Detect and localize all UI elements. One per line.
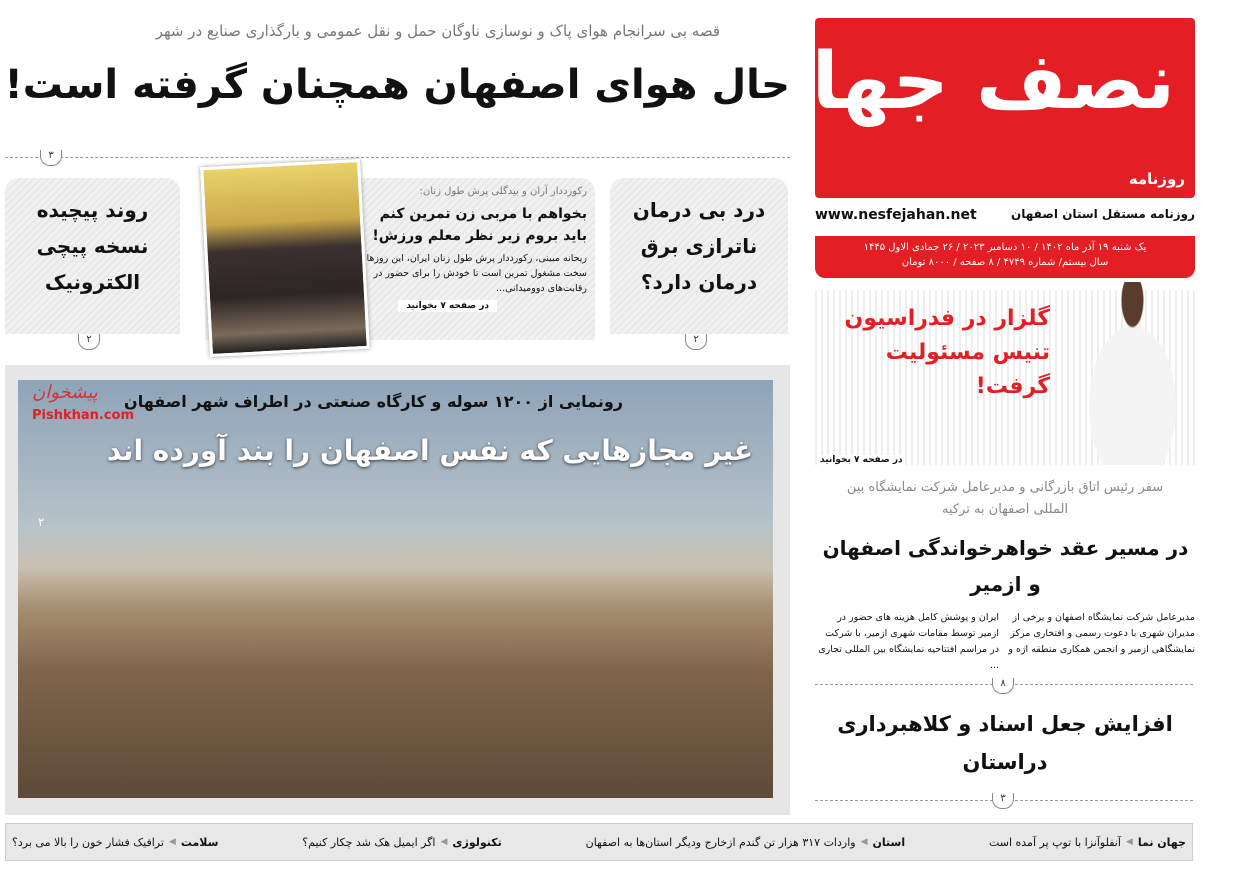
issue-line: سال بیستم/ شماره ۴۷۴۹ / ۸ صفحه / ۸۰۰۰ تومان xyxy=(901,257,1109,268)
lead-supertitle: قصه بی سرانجام هوای پاک و نوسازی ناوگان حمل و نقل عمومی و بارگذاری صنایع در شهر xyxy=(155,22,720,40)
main-photo[interactable] xyxy=(18,380,773,798)
story-body: ریحانه مبینی، رکورددار پرش طول زنان ایران، این روزها سخت مشغول تمرین است تا خودش را برای حضور در رقابت‌های دوومیدانی... xyxy=(366,253,587,294)
ticker-item[interactable]: اگر ایمیل هک شد چکار کنیم؟ xyxy=(302,835,436,849)
chevron-icon: ◀ xyxy=(440,837,448,847)
golzar-photo xyxy=(1065,282,1200,465)
logo-sub: روزنامه xyxy=(1128,170,1185,188)
date-bar xyxy=(815,236,1195,278)
ticker-item[interactable]: ترافیک فشار خون را بالا می برد؟ xyxy=(12,835,164,849)
ticker-category[interactable]: تکنولوژی xyxy=(452,835,502,849)
chevron-icon: ◀ xyxy=(1125,837,1133,847)
page-ref: ۲ xyxy=(38,515,45,529)
tennis-headline: گلزار در فدراسیون تنیس مسئولیت گرفت! xyxy=(844,306,1050,399)
ticker-group xyxy=(989,836,1186,849)
ticker-group xyxy=(586,836,906,849)
page-ref: ۲ xyxy=(78,334,100,350)
ticker-group xyxy=(12,836,218,849)
ticker-item[interactable]: واردات ۳۱۷ هزار تن گندم ازخارج ودیگر استان‌ها به اصفهان xyxy=(585,835,856,849)
watermark-logo: پیشخوان xyxy=(32,382,98,403)
page-ref: ۳ xyxy=(992,793,1014,809)
story-title: روند پیچیده نسخه پیچی الکترونیک xyxy=(36,198,149,294)
izmir-col-2: ایران و پوشش کامل هزینه های حضور در ازمیر توسط مقامات شهری ازمیر، با شرکت در مراسم افتتاحیه نمایشگاه بین المللی تجاری ... xyxy=(818,612,999,671)
izmir-headline[interactable]: در مسیر عقد خواهرخواندگی اصفهان و ازمیر xyxy=(822,536,1189,596)
lead-headline[interactable]: حال هوای اصفهان همچنان گرفته است! xyxy=(4,62,790,108)
ticker-category[interactable]: سلامت xyxy=(180,835,219,849)
story-box-prescription[interactable] xyxy=(5,178,180,334)
izmir-kicker: سفر رئیس اتاق بازرگانی و مدیرعامل شرکت نمایشگاه بین المللی اصفهان به ترکیه xyxy=(846,480,1164,517)
ticker-category[interactable]: استان xyxy=(872,835,906,849)
read-more[interactable]: در صفحه ۷ بخوانید xyxy=(820,455,903,465)
read-more[interactable]: در صفحه ۷ بخوانید xyxy=(398,300,497,312)
chevron-icon: ◀ xyxy=(168,837,176,847)
ticker-item[interactable]: آنفلوآنزا با توپ پر آمده است xyxy=(988,835,1121,849)
page-ref: ۸ xyxy=(992,678,1014,694)
website-link[interactable]: www.nesfejahan.net xyxy=(815,207,977,223)
story-title: درد بی درمان ناترازی برق درمان دارد؟ xyxy=(632,198,766,294)
story-kicker: رکورددار آران و بیدگلی پرش طول زنان: xyxy=(419,186,587,197)
logo-text: نصف جهان xyxy=(745,37,1175,127)
ticker-category[interactable]: جهان نما xyxy=(1137,835,1186,849)
story-box-electricity[interactable] xyxy=(610,178,788,334)
izmir-col-1: مدیرعامل شرکت نمایشگاه اصفهان و برخی از مدیران شهری با دعوت رسمی و افتخاری مرکز نمایشگاهی ازمیر و انجمن همکاری منطقه اژه و xyxy=(1008,612,1195,655)
forgery-headline[interactable]: افزایش جعل اسناد و کلاهبرداری دراستان xyxy=(837,712,1173,774)
date-line: یک شنبه ۱۹ آذر ماه ۱۴۰۲ / ۱۰ دسامبر ۲۰۲۳ / ۲۶ جمادی الاول ۱۴۴۵ xyxy=(863,242,1147,253)
newspaper-logo xyxy=(745,18,1195,198)
page-ref: ۲ xyxy=(685,334,707,350)
photo-kicker: رونمایی از ۱۲۰۰ سوله و کارگاه صنعتی در اطراف شهر اصفهان xyxy=(124,392,623,411)
watermark-url: Pishkhan.com xyxy=(32,408,135,423)
tagline: روزنامه مستقل استان اصفهان xyxy=(1011,207,1195,221)
athlete-photo xyxy=(200,159,370,357)
divider xyxy=(5,157,790,158)
photo-headline: غیر مجازهایی که نفس اصفهان را بند آورده اند xyxy=(106,434,753,467)
chevron-icon: ◀ xyxy=(860,837,868,847)
news-ticker xyxy=(5,823,1193,861)
page-ref: ۳ xyxy=(40,150,62,166)
story-title: بخواهم با مربی زن تمرین کنم باید بروم زیر نظر معلم ورزش! xyxy=(372,206,587,244)
ticker-group xyxy=(302,836,501,849)
